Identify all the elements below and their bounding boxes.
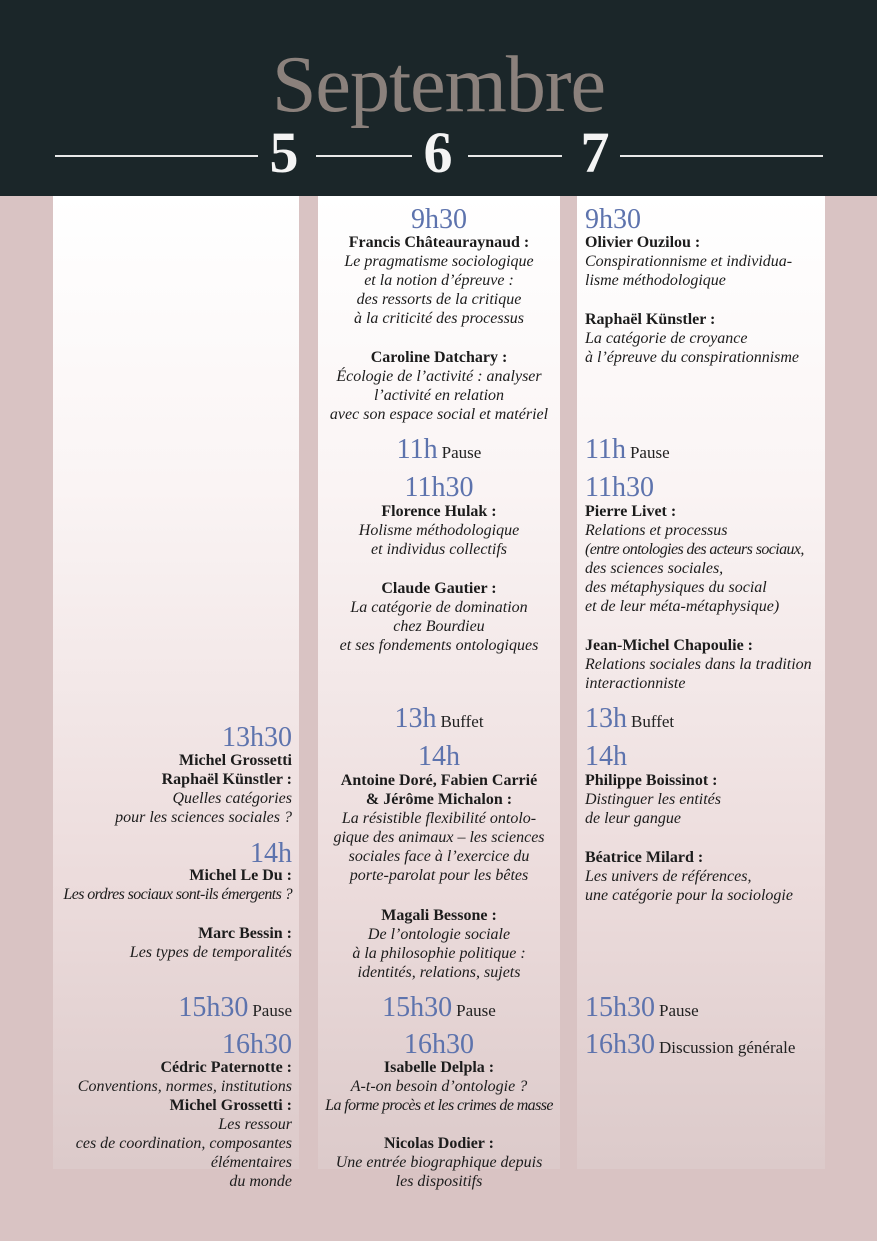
session-speaker: Nicolas Dodier : Une entrée biographique depuis les dispositifs xyxy=(335,1135,543,1190)
session-speaker: Antoine Doré, Fabien Carrié & Jérôme Michalon : La résistible flexibilité ontolo- gique des animaux – les sciences sociales face à l’exercice du porte-parolat pour les bêtes xyxy=(333,772,545,884)
session-time: 14h xyxy=(250,838,292,869)
pause-slot: 11h Pause xyxy=(585,434,670,465)
session-time: 11h30 xyxy=(585,472,654,503)
pause-slot: 11h Pause xyxy=(396,434,482,465)
session-speaker: Marc Bessin : Les types de temporalités xyxy=(129,925,292,961)
day-number-7: 7 xyxy=(580,120,610,185)
header-banner xyxy=(0,0,877,196)
pause-slot: 15h30 Pause xyxy=(382,992,496,1023)
session-speaker: Raphaël Künstler : La catégorie de croyance à l’épreuve du conspirationnisme xyxy=(585,311,800,366)
session-time: 14h xyxy=(418,741,460,772)
session-speaker: Claude Gautier : La catégorie de domination chez Bourdieu et ses fondements ontologiques xyxy=(339,580,539,654)
session-speaker: Cédric Paternotte : Conventions, normes, institutions Michel Grossetti : Les ressour ces de coordination, composantes élémentaires du monde xyxy=(75,1059,292,1190)
pause-slot: 15h30 Pause xyxy=(178,992,292,1023)
session-speaker: Philippe Boissinot : Distinguer les entités de leur gangue xyxy=(585,772,721,827)
pause-slot: 15h30 Pause xyxy=(585,992,699,1023)
session-time: 9h30 xyxy=(411,204,467,235)
session-time: 16h30 xyxy=(404,1029,474,1060)
session-speaker: Pierre Livet : Relations et processus (entre ontologies des acteurs sociaux, des sciences sociales, des métaphysiques du social et de leur méta-métaphysique) xyxy=(585,503,804,615)
session-speaker: Olivier Ouzilou : Conspirationnisme et individua- lisme méthodologique xyxy=(585,234,793,289)
session-speaker: Caroline Datchary : Écologie de l’activité : analyser l’activité en relation avec son espace social et matériel xyxy=(329,349,549,423)
session-speaker: Michel Le Du : Les ordres sociaux sont-ils émergents ? xyxy=(63,867,292,903)
session-time: 16h30 xyxy=(222,1029,292,1060)
buffet-slot: 13h Buffet xyxy=(585,703,675,734)
month-title: Septembre xyxy=(271,41,606,129)
session-speaker: Magali Bessone : De l’ontologie sociale à la philosophie politique : identités, relations, sujets xyxy=(352,907,526,981)
session-speaker: Florence Hulak : Holisme méthodologique et individus collectifs xyxy=(358,503,520,558)
session-speaker: Jean-Michel Chapoulie : Relations sociales dans la tradition interactionniste xyxy=(585,637,812,692)
session-speaker: Michel Grossetti Raphaël Künstler : Quelles catégories pour les sciences sociales ? xyxy=(115,752,292,826)
divider xyxy=(316,155,412,157)
divider xyxy=(55,155,258,157)
session-time: 9h30 xyxy=(585,204,641,235)
divider xyxy=(468,155,562,157)
day-number-5: 5 xyxy=(269,120,299,185)
session-time: 11h30 xyxy=(404,472,474,503)
divider xyxy=(620,155,823,157)
day-number-6: 6 xyxy=(423,120,453,185)
closing-slot: 16h30 Discussion générale xyxy=(585,1029,796,1060)
session-time: 13h30 xyxy=(222,722,292,753)
buffet-slot: 13h Buffet xyxy=(394,703,484,734)
session-time: 14h xyxy=(585,741,627,772)
session-speaker: Isabelle Delpla : A-t-on besoin d’ontologie ? La forme procès et les crimes de masse xyxy=(325,1059,553,1114)
session-speaker: Béatrice Milard : Les univers de références, une catégorie pour la sociologie xyxy=(585,849,793,904)
session-speaker: Francis Châteauraynaud : Le pragmatisme sociologique et la notion d’épreuve : des ressorts de la critique à la criticité des processus xyxy=(344,234,534,327)
